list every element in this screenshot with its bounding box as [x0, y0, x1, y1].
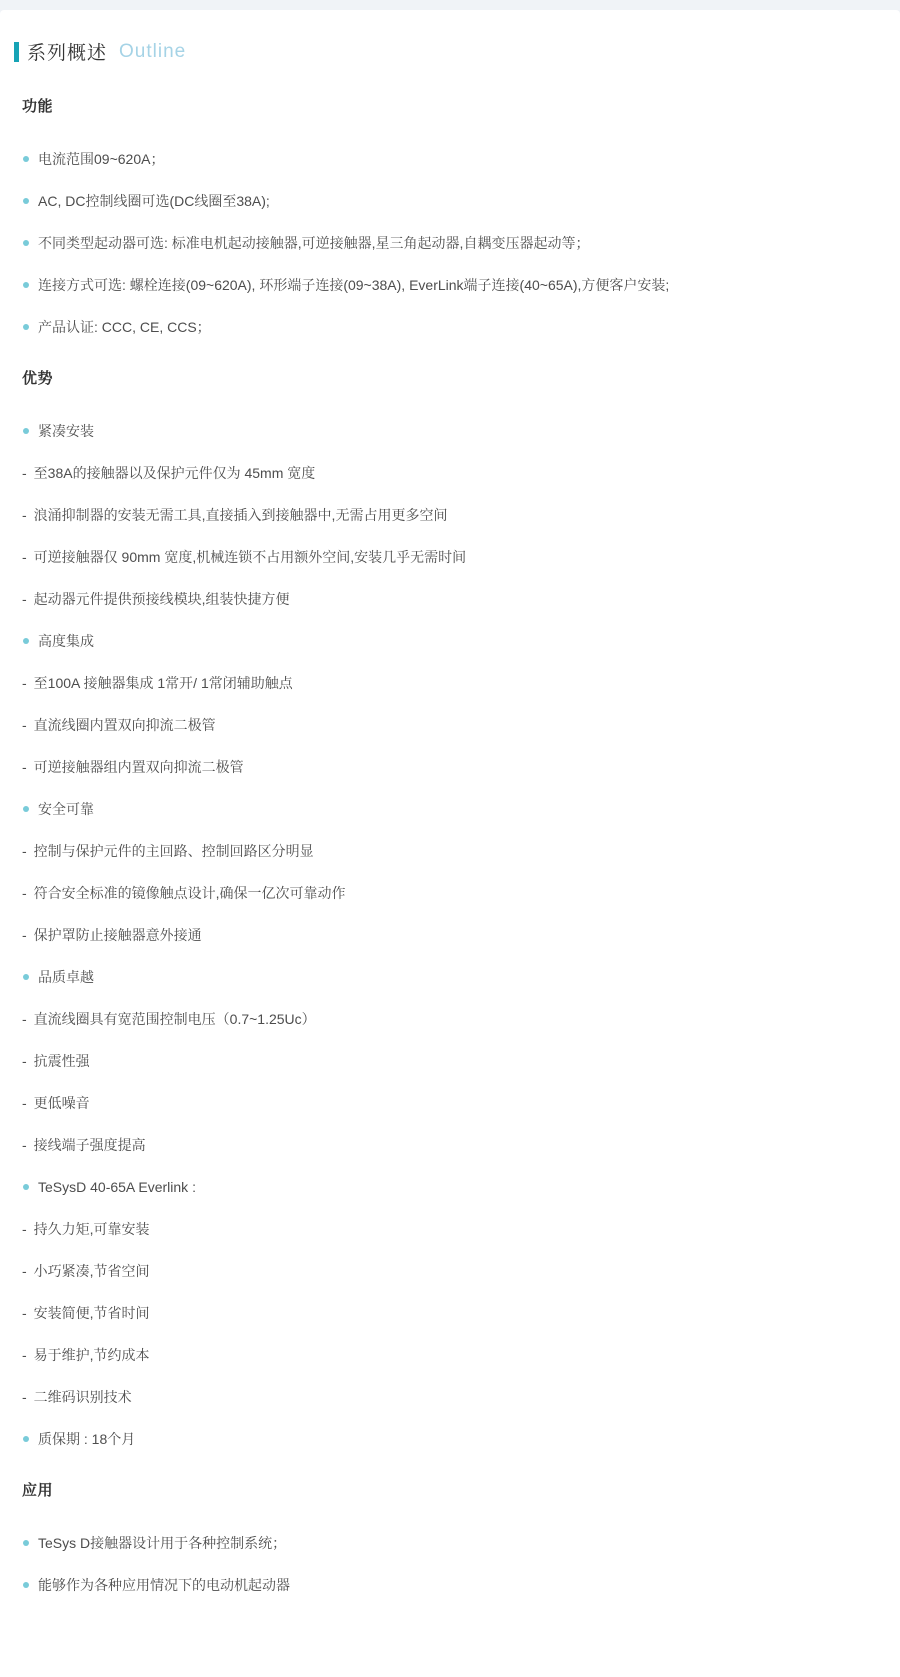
- item-text: 安全可靠: [38, 801, 94, 817]
- list-item: [22, 715, 878, 735]
- list-item: [22, 421, 878, 441]
- item-text: 高度集成: [38, 633, 94, 649]
- list-item: [22, 505, 878, 525]
- list-item: [22, 841, 878, 861]
- item-text: 品质卓越: [38, 969, 94, 985]
- bullet-icon: [23, 156, 29, 162]
- dash-icon: -: [22, 591, 27, 607]
- section-advantages: [22, 367, 878, 1449]
- item-text: 更低噪音: [33, 1095, 90, 1111]
- dash-icon: -: [22, 507, 27, 523]
- bullet-icon: [23, 1184, 29, 1190]
- item-text: 易于维护,节约成本: [33, 1347, 150, 1363]
- item-text: 不同类型起动器可选: 标准电机起动接触器,可逆接触器,星三角起动器,自耦变压器起动等；: [38, 235, 590, 251]
- item-text: 持久力矩,可靠安装: [33, 1221, 150, 1237]
- page-title-zh: 系列概述: [27, 43, 108, 64]
- list-item: [22, 149, 878, 169]
- sections-container: [14, 95, 878, 1595]
- list-item: [22, 673, 878, 693]
- dash-icon: -: [22, 927, 27, 943]
- list-item: [22, 1051, 878, 1071]
- list-item: [22, 191, 878, 211]
- dash-icon: -: [22, 1389, 27, 1405]
- item-text: 符合安全标准的镜像触点设计,确保一亿次可靠动作: [33, 885, 346, 901]
- dash-icon: -: [22, 759, 27, 775]
- item-text: 直流线圈具有宽范围控制电压（0.7~1.25Uc）: [33, 1011, 316, 1027]
- bullet-icon: [23, 198, 29, 204]
- list-item: [22, 1575, 878, 1595]
- item-text: TeSysD 40-65A Everlink :: [38, 1179, 196, 1195]
- section-heading: 功能: [22, 98, 54, 115]
- list-item: [22, 883, 878, 903]
- item-text: 连接方式可选: 螺栓连接(09~620A), 环形端子连接(09~38A), EverLink端子连接(40~65A),方便客户安装;: [38, 277, 670, 293]
- list-item: [22, 1345, 878, 1365]
- item-text: 保护罩防止接触器意外接通: [33, 927, 202, 943]
- item-text: 可逆接触器仅 90mm 宽度,机械连锁不占用额外空间,安装几乎无需时间: [33, 549, 467, 565]
- bullet-icon: [23, 1436, 29, 1442]
- bullet-icon: [23, 1540, 29, 1546]
- dash-icon: -: [22, 465, 27, 481]
- page-title: [14, 38, 878, 65]
- item-text: AC, DC控制线圈可选(DC线圈至38A);: [38, 193, 270, 209]
- list-item: [22, 1219, 878, 1239]
- list-item: [22, 631, 878, 651]
- title-accent-bar-icon: [14, 42, 19, 62]
- dash-icon: -: [22, 1221, 27, 1237]
- item-text: 直流线圈内置双向抑流二极管: [33, 717, 216, 733]
- item-text: 控制与保护元件的主回路、控制回路区分明显: [33, 843, 314, 859]
- dash-icon: -: [22, 1095, 27, 1111]
- dash-icon: -: [22, 1263, 27, 1279]
- bullet-icon: [23, 1582, 29, 1588]
- item-text: 二维码识别技术: [33, 1389, 132, 1405]
- item-text: 产品认证: CCC, CE, CCS；: [38, 319, 211, 335]
- bullet-icon: [23, 428, 29, 434]
- bullet-icon: [23, 974, 29, 980]
- item-text: 质保期 : 18个月: [38, 1431, 136, 1447]
- item-text: 起动器元件提供预接线模块,组装快捷方便: [33, 591, 290, 607]
- section-features: [22, 95, 878, 337]
- list-item: [22, 757, 878, 777]
- list-item: [22, 925, 878, 945]
- item-text: 至38A的接触器以及保护元件仅为 45mm 宽度: [33, 465, 316, 481]
- list-item: [22, 589, 878, 609]
- item-text: 安装简便,节省时间: [33, 1305, 150, 1321]
- item-text: 电流范围09~620A；: [38, 151, 165, 167]
- list-item: [22, 1429, 878, 1449]
- dash-icon: -: [22, 843, 27, 859]
- bullet-icon: [23, 282, 29, 288]
- list-item: [22, 967, 878, 987]
- list-item: [22, 1303, 878, 1323]
- list-item: [22, 1009, 878, 1029]
- list-item: [22, 799, 878, 819]
- bullet-icon: [23, 324, 29, 330]
- dash-icon: -: [22, 1137, 27, 1153]
- section-applications: [22, 1479, 878, 1595]
- dash-icon: -: [22, 549, 27, 565]
- list-item: [22, 275, 878, 295]
- item-text: 浪涌抑制器的安装无需工具,直接插入到接触器中,无需占用更多空间: [33, 507, 448, 523]
- section-heading: 应用: [22, 1482, 54, 1499]
- list-item: [22, 1135, 878, 1155]
- list-item: [22, 1093, 878, 1113]
- bullet-icon: [23, 638, 29, 644]
- list-item: [22, 1261, 878, 1281]
- dash-icon: -: [22, 1053, 27, 1069]
- item-text: TeSys D接触器设计用于各种控制系统；: [38, 1535, 287, 1551]
- dash-icon: -: [22, 675, 27, 691]
- item-text: 接线端子强度提高: [33, 1137, 146, 1153]
- item-text: 能够作为各种应用情况下的电动机起动器: [38, 1577, 290, 1593]
- list-item: [22, 233, 878, 253]
- content-card: [0, 10, 900, 1677]
- item-text: 紧凑安装: [38, 423, 94, 439]
- item-text: 抗震性强: [33, 1053, 90, 1069]
- list-item: [22, 317, 878, 337]
- list-item: [22, 463, 878, 483]
- dash-icon: -: [22, 717, 27, 733]
- list-item: [22, 1533, 878, 1553]
- list-item: [22, 1387, 878, 1407]
- bullet-icon: [23, 806, 29, 812]
- item-text: 可逆接触器组内置双向抑流二极管: [33, 759, 244, 775]
- dash-icon: -: [22, 1305, 27, 1321]
- list-item: [22, 1177, 878, 1197]
- bullet-icon: [23, 240, 29, 246]
- dash-icon: -: [22, 1011, 27, 1027]
- item-text: 小巧紧凑,节省空间: [33, 1263, 150, 1279]
- page-title-en: Outline: [119, 40, 187, 62]
- list-item: [22, 547, 878, 567]
- dash-icon: -: [22, 1347, 27, 1363]
- dash-icon: -: [22, 885, 27, 901]
- section-heading: 优势: [22, 370, 54, 387]
- item-text: 至100A 接触器集成 1常开/ 1常闭辅助触点: [33, 675, 293, 691]
